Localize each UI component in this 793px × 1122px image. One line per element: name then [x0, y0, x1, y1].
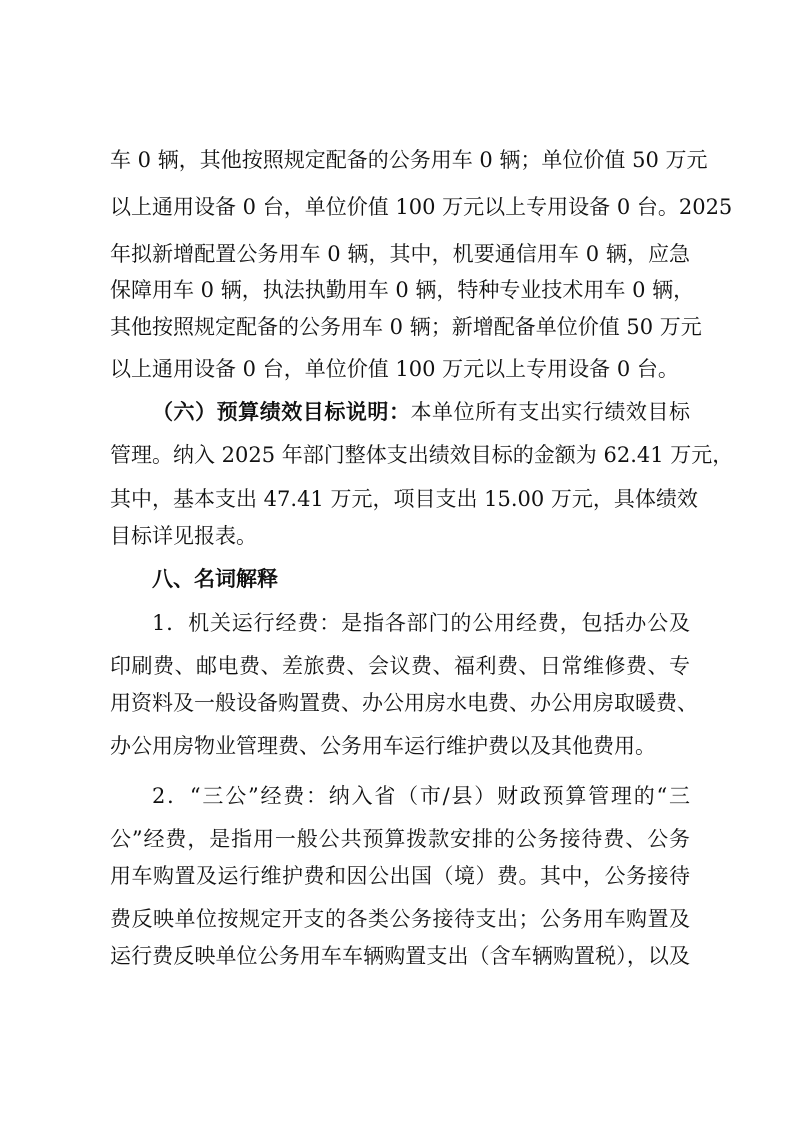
body-text-line: 公”经费，是指用一般公共预算拨款安排的公务接待费、公务 [110, 827, 690, 851]
body-text-line: 用车购置及运行维护费和因公出国（境）费。其中，公务接待 [110, 864, 690, 888]
body-text-line: 目标详见报表。 [110, 524, 257, 548]
body-text-line: 运行费反映单位公务用车车辆购置支出（含车辆购置税），以及 [110, 944, 690, 968]
performance-subtitle: （六）预算绩效目标说明： [152, 400, 411, 424]
body-text-line: 年拟新增配置公务用车 0 辆，其中，机要通信用车 0 辆，应急 [110, 242, 690, 266]
body-text-line: 以上通用设备 0 台，单位价值 100 万元以上专用设备 0 台。2025 [110, 195, 733, 219]
body-text-line: 其他按照规定配备的公务用车 0 辆；新增配备单位价值 50 万元 [110, 315, 702, 339]
body-text-line: 管理。纳入 2025 年部门整体支出绩效目标的金额为 62.41 万元， [110, 443, 734, 467]
body-text-line: 以上通用设备 0 台，单位价值 100 万元以上专用设备 0 台。 [110, 357, 679, 381]
body-text-line: 其中，基本支出 47.41 万元，项目支出 15.00 万元，具体绩效 [110, 487, 698, 511]
body-text-line: 费反映单位按规定开支的各类公务接待支出；公务用车购置及 [110, 907, 690, 931]
section-heading-terms: 八、名词解释 [152, 567, 278, 591]
body-text-line: 办公用房物业管理费、公务用车运行维护费以及其他费用。 [110, 734, 656, 758]
performance-first-line-text: 本单位所有支出实行绩效目标 [410, 400, 690, 424]
body-text-line: 用资料及一般设备购置费、办公用房水电费、办公用房取暖费、 [110, 691, 698, 715]
performance-paragraph-first-line [152, 397, 690, 427]
body-text-line: 保障用车 0 辆，执法执勤用车 0 辆，特种专业技术用车 0 辆， [110, 278, 695, 302]
body-text-line: 车 0 辆，其他按照规定配备的公务用车 0 辆；单位价值 50 万元 [110, 148, 708, 172]
term-2-first-line: 2．“三公”经费：纳入省（市/县）财政预算管理的“三 [152, 784, 690, 808]
term-1-first-line: 1．机关运行经费：是指各部门的公用经费，包括办公及 [152, 611, 690, 635]
body-text-line: 印刷费、邮电费、差旅费、会议费、福利费、日常维修费、专 [110, 654, 690, 678]
